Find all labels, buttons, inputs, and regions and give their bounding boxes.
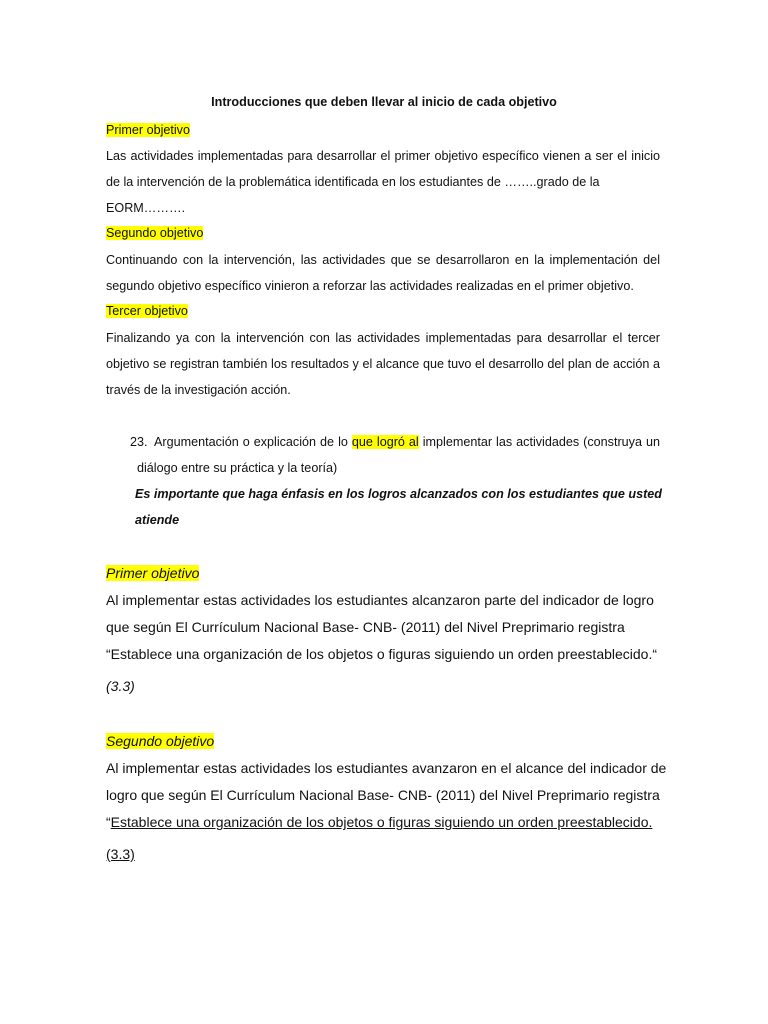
results-obj2-ref: (3.3) bbox=[106, 846, 135, 862]
intro-obj1-heading: Primer objetivo bbox=[106, 123, 190, 137]
item23-note-line1: Es importante que haga énfasis en los logros alcanzados con los estudiantes que usted bbox=[135, 487, 662, 501]
results-obj1-line2: que según El Currículum Nacional Base- CNB- (2011) del Nivel Preprimario registra bbox=[106, 619, 625, 635]
intro-obj3-line1: Finalizando ya con la intervención con las actividades implementadas para desarrollar el tercer bbox=[106, 331, 660, 345]
item23-note-line2: atiende bbox=[135, 513, 180, 527]
results-obj2-heading: Segundo objetivo bbox=[106, 733, 215, 749]
intro-obj3-line2: objetivo se registran también los resultados y el alcance que tuvo el desarrollo del plan de acción a bbox=[106, 357, 660, 371]
intro-obj3-line3: través de la investigación acción. bbox=[106, 383, 291, 397]
page-title: Introducciones que deben llevar al inicio de cada objetivo bbox=[211, 95, 557, 109]
results-obj1-line3: “Establece una organización de los objetos o figuras siguiendo un orden preestablecido.“ bbox=[106, 646, 658, 662]
intro-obj1-line1: Las actividades implementadas para desarrollar el primer objetivo específico vienen a ser el inicio bbox=[106, 149, 660, 163]
results-obj1-line1: Al implementar estas actividades los estudiantes alcanzaron parte del indicador de logro bbox=[106, 592, 654, 608]
item23-line2: diálogo entre su práctica y la teoría) bbox=[137, 461, 338, 475]
results-obj2-line2: logro que según El Currículum Nacional Base- CNB- (2011) del Nivel Preprimario registra bbox=[106, 787, 660, 803]
results-obj1-ref: (3.3) bbox=[106, 678, 135, 694]
intro-obj2-line1: Continuando con la intervención, las actividades que se desarrollaron en la implementación del bbox=[106, 253, 660, 267]
item-number: 23. bbox=[130, 435, 148, 449]
intro-obj3-heading: Tercer objetivo bbox=[106, 304, 188, 318]
intro-obj1-line2: de la intervención de la problemática identificada en los estudiantes de ……..grado de la bbox=[106, 175, 600, 189]
results-obj2-line1: Al implementar estas actividades los estudiantes avanzaron en el alcance del indicador de bbox=[106, 760, 667, 776]
item23-line1: Argumentación o explicación de lo que logró al implementar las actividades (construya un bbox=[154, 435, 660, 449]
intro-obj1-line3: EORM………. bbox=[106, 201, 186, 215]
results-obj1-heading: Primer objetivo bbox=[106, 565, 200, 581]
intro-obj2-heading: Segundo objetivo bbox=[106, 226, 204, 240]
intro-obj2-line2: segundo objetivo específico vinieron a reforzar las actividades realizadas en el primer objetivo. bbox=[106, 279, 634, 293]
results-obj2-line3: “Establece una organización de los objetos o figuras siguiendo un orden preestablecido. bbox=[106, 814, 653, 830]
